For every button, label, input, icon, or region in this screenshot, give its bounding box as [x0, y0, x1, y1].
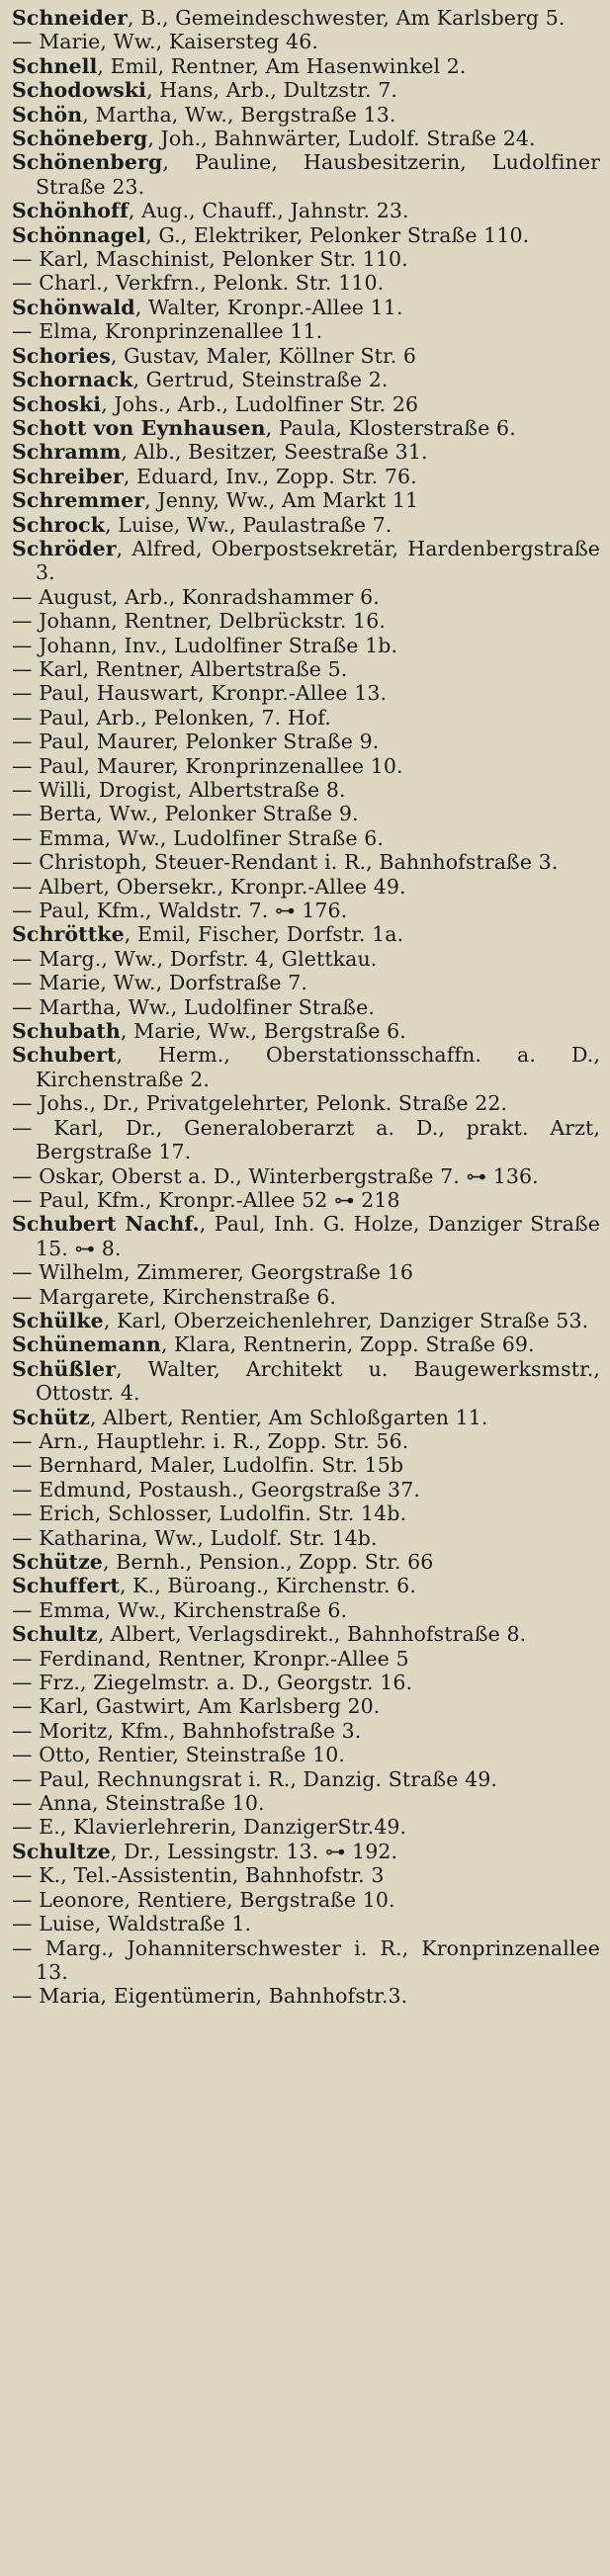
entry-details: — Edmund, Postaush., Georgstraße 37. [12, 1477, 420, 1502]
directory-entry [12, 609, 600, 633]
directory-entry [12, 1719, 600, 1743]
directory-entry [12, 1429, 600, 1453]
entry-details: , Alb., Besitzer, Seestraße 31. [121, 440, 428, 465]
directory-entry [12, 1984, 600, 2008]
directory-entry [12, 1888, 600, 1912]
entry-details: , Pauline, Hausbesitzerin, Ludolfiner Straße 23. [36, 150, 600, 199]
entry-details: , G., Elektriker, Pelonker Straße 110. [145, 222, 530, 247]
entry-surname: Schnell [12, 53, 98, 78]
directory-entry [12, 1043, 600, 1091]
entry-surname: Schütze [12, 1550, 103, 1574]
directory-entry [12, 30, 600, 53]
directory-entry [12, 247, 600, 271]
entry-details: — Moritz, Kfm., Bahnhofstraße 3. [12, 1718, 362, 1743]
directory-entry [12, 1091, 600, 1115]
entry-details: , Eduard, Inv., Zopp. Str. 76. [123, 464, 417, 488]
directory-entry [12, 1019, 600, 1043]
directory-entry [12, 634, 600, 657]
directory-entry [12, 1188, 600, 1212]
directory-entry [12, 1309, 600, 1332]
directory-entry [12, 1502, 600, 1525]
entry-surname: Schreiber [12, 464, 124, 488]
entry-details: — Berta, Ww., Pelonker Straße 9. [12, 802, 359, 826]
entry-details: — Johann, Inv., Ludolfiner Straße 1b. [12, 633, 398, 657]
directory-entry [12, 513, 600, 537]
directory-entry [12, 1815, 600, 1839]
entry-details: — Paul, Maurer, Pelonker Straße 9. [12, 730, 380, 754]
directory-entry [12, 730, 600, 753]
entry-details: , Gustav, Maler, Köllner Str. 6 [110, 343, 416, 368]
directory-entry [12, 1671, 600, 1694]
directory-entry [12, 392, 600, 416]
directory-entry [12, 271, 600, 295]
entry-surname: Schubert [12, 1043, 117, 1068]
directory-entry [12, 1647, 600, 1671]
directory-entry [12, 1285, 600, 1309]
directory-entry [12, 995, 600, 1019]
entry-details: , Klara, Rentnerin, Zopp. Straße 69. [160, 1332, 535, 1357]
entry-details: — Emma, Ww., Kirchenstraße 6. [12, 1597, 348, 1622]
entry-details: , Herm., Oberstationsschaffn. a. D., Kirchenstraße 2. [36, 1043, 600, 1091]
entry-details: — Paul, Arb., Pelonken, 7. Hof. [12, 705, 331, 730]
directory-entry [12, 78, 600, 102]
entry-surname: Schöneberg [12, 127, 148, 151]
entry-details: — Erich, Schlosser, Ludolfin. Str. 14b. [12, 1502, 407, 1526]
entry-details: — Karl, Maschinist, Pelonker Str. 110. [12, 247, 408, 272]
entry-details: — Johs., Dr., Privatgelehrter, Pelonk. Straße 22. [12, 1091, 508, 1116]
entry-details: — K., Tel.-Assistentin, Bahnhofstr. 3 [12, 1863, 385, 1888]
directory-entry [12, 103, 600, 127]
directory-entry [12, 1936, 600, 1985]
entry-details: — Elma, Kronprinzenallee 11. [12, 319, 323, 344]
entry-details: — E., Klavierlehrerin, DanzigerStr.49. [12, 1815, 407, 1840]
directory-entry [12, 947, 600, 971]
entry-details: — Paul, Kfm., Kronpr.-Allee 52 ⊶ 218 [12, 1187, 400, 1212]
entry-details: — Paul, Kfm., Waldstr. 7. ⊶ 176. [12, 899, 348, 923]
entry-surname: Schremmer [12, 488, 145, 513]
directory-entry [12, 1478, 600, 1502]
entry-surname: Schuffert [12, 1574, 120, 1598]
entry-surname: Schüßler [12, 1356, 117, 1381]
directory-entry [12, 922, 600, 946]
directory-entry [12, 223, 600, 247]
entry-details: , Walter, Architekt u. Baugewerksmstr., Ottostr. 4. [36, 1356, 600, 1406]
directory-entry [12, 1164, 600, 1188]
entry-details: — Willi, Drogist, Albertstraße 8. [12, 778, 346, 802]
entry-surname: Schröder [12, 536, 117, 560]
entry-details: , Paula, Klosterstraße 6. [265, 415, 516, 440]
directory-entry [12, 657, 600, 681]
directory-entry [12, 127, 600, 150]
entry-details: — Johann, Rentner, Delbrückstr. 16. [12, 609, 386, 634]
entry-details: — Maria, Eigentümerin, Bahnhofstr.3. [12, 1984, 408, 2009]
entry-details: , Dr., Lessingstr. 13. ⊶ 192. [110, 1839, 398, 1863]
entry-details: — Oskar, Oberst a. D., Winterbergstraße 7. ⊶ 136. [12, 1163, 539, 1188]
entry-details: , Emil, Rentner, Am Hasenwinkel 2. [97, 53, 467, 78]
entry-details: — Luise, Waldstraße 1. [12, 1912, 252, 1936]
entry-details: — Leonore, Rentiere, Bergstraße 10. [12, 1887, 395, 1912]
directory-entry [12, 344, 600, 368]
entry-details: , B., Gemeindeschwester, Am Karlsberg 5. [128, 6, 566, 30]
entry-details: , Martha, Ww., Bergstraße 13. [82, 102, 396, 127]
entry-details: — Charl., Verkfrn., Pelonk. Str. 110. [12, 271, 385, 296]
entry-details: — Wilhelm, Zimmerer, Georgstraße 16 [12, 1260, 414, 1285]
entry-surname: Schoski [12, 391, 102, 416]
entry-details: — Paul, Rechnungsrat i. R., Danzig. Straße 49. [12, 1766, 497, 1791]
entry-details: — Karl, Gastwirt, Am Karlsberg 20. [12, 1694, 381, 1719]
entry-surname: Schultz [12, 1622, 98, 1647]
directory-entry [12, 296, 600, 319]
directory-entry [12, 826, 600, 850]
entry-details: , Paul, Inh. G. Holze, Danziger Straße 15. ⊶ 8. [36, 1212, 601, 1260]
entry-details: — Albert, Obersekr., Kronpr.-Allee 49. [12, 874, 406, 899]
entry-surname: Schönwald [12, 295, 135, 319]
entry-surname: Schütz [12, 1405, 90, 1429]
entry-details: — Frz., Ziegelmstr. a. D., Georgstr. 16. [12, 1671, 413, 1695]
directory-entry [12, 899, 600, 922]
entry-surname: Schott von Eynhausen [12, 415, 266, 440]
entry-details: , Aug., Chauff., Jahnstr. 23. [128, 199, 409, 223]
directory-entry [12, 1212, 600, 1260]
directory-entry [12, 6, 600, 30]
entry-details: — Paul, Maurer, Kronprinzenallee 10. [12, 753, 403, 778]
directory-entry [12, 1453, 600, 1477]
directory-entry [12, 150, 600, 199]
entry-surname: Schön [12, 102, 83, 127]
directory-entry [12, 319, 600, 343]
entry-details: , Walter, Kronpr.-Allee 11. [134, 295, 403, 319]
directory-entry [12, 1840, 600, 1863]
directory-entry [12, 1406, 600, 1429]
entry-surname: Schönhoff [12, 199, 129, 223]
entry-surname: Schramm [12, 440, 122, 465]
directory-entry [12, 1622, 600, 1646]
directory-entry [12, 1694, 600, 1718]
entry-surname: Schneider [12, 6, 129, 30]
entry-details: , Hans, Arb., Dultzstr. 7. [146, 78, 397, 103]
entry-details: — Christoph, Steuer-Rendant i. R., Bahnhofstraße 3. [12, 850, 559, 875]
entry-details: — Arn., Hauptlehr. i. R., Zopp. Str. 56. [12, 1428, 409, 1453]
entry-details: , Alfred, Oberpostsekretär, Hardenbergstraße 3. [36, 536, 600, 585]
directory-entry [12, 1791, 600, 1815]
entry-details: , Albert, Rentier, Am Schloßgarten 11. [89, 1405, 488, 1429]
directory-entry [12, 440, 600, 464]
entry-surname: Schodowski [12, 78, 147, 103]
directory-entry [12, 850, 600, 874]
directory-entry [12, 778, 600, 802]
entry-details: , Marie, Ww., Bergstraße 6. [120, 1019, 406, 1044]
directory-entry [12, 1598, 600, 1622]
entry-details: — Emma, Ww., Ludolfiner Straße 6. [12, 825, 384, 850]
entry-details: , Luise, Ww., Paulastraße 7. [105, 512, 392, 537]
entry-details: , K., Büroang., Kirchenstr. 6. [119, 1574, 416, 1598]
entry-details: — Paul, Hauswart, Kronpr.-Allee 13. [12, 681, 388, 706]
entry-details: — Anna, Steinstraße 10. [12, 1791, 265, 1816]
directory-entry [12, 537, 600, 585]
directory-entry [12, 706, 600, 730]
entry-details: — Katharina, Ww., Ludolf. Str. 14b. [12, 1525, 378, 1550]
entry-surname: Schubath [12, 1019, 121, 1044]
entry-surname: Schrock [12, 512, 106, 537]
directory-entry [12, 1357, 600, 1406]
entry-surname: Schönnagel [12, 222, 146, 247]
directory-entry [12, 681, 600, 705]
entry-details: , Johs., Arb., Ludolfiner Str. 26 [101, 391, 419, 416]
entry-surname: Schories [12, 343, 111, 368]
entry-details: — Marie, Ww., Kaisersteg 46. [12, 30, 318, 54]
entry-surname: Schubert Nachf. [12, 1212, 200, 1237]
entry-surname: Schröttke [12, 922, 125, 947]
directory-entry [12, 1526, 600, 1550]
entry-details: — Marg., Johanniterschwester i. R., Kronprinzenallee 13. [12, 1935, 600, 1984]
entry-details: , Emil, Fischer, Dorfstr. 1a. [124, 922, 404, 947]
directory-entry [12, 416, 600, 440]
entry-surname: Schönenberg [12, 150, 163, 175]
entry-details: , Joh., Bahnwärter, Ludolf. Straße 24. [147, 127, 536, 151]
entry-details: — Karl, Rentner, Albertstraße 5. [12, 656, 348, 681]
entry-details: — August, Arb., Konradshammer 6. [12, 584, 380, 609]
entry-details: , Jenny, Ww., Am Markt 11 [144, 488, 419, 513]
directory-entry [12, 1260, 600, 1284]
entry-details: — Marg., Ww., Dorfstr. 4, Glettkau. [12, 946, 378, 971]
entry-surname: Schünemann [12, 1332, 161, 1357]
directory-entry [12, 971, 600, 994]
directory-entry [12, 465, 600, 488]
directory-entry [12, 1743, 600, 1766]
entry-details: — Otto, Rentier, Steinstraße 10. [12, 1743, 346, 1767]
directory-entry [12, 368, 600, 391]
directory-entry [12, 1767, 600, 1791]
directory-entry [12, 754, 600, 778]
directory-entry [12, 1574, 600, 1597]
directory-entry [12, 1332, 600, 1356]
directory-entry [12, 54, 600, 78]
directory-entry [12, 1116, 600, 1164]
directory-entry [12, 802, 600, 825]
directory-entry [12, 585, 600, 609]
directory-entry [12, 1863, 600, 1887]
entry-details: — Ferdinand, Rentner, Kronpr.-Allee 5 [12, 1646, 409, 1671]
entry-details: , Bernh., Pension., Zopp. Str. 66 [102, 1550, 434, 1574]
entry-surname: Schultze [12, 1839, 111, 1863]
entry-details: — Martha, Ww., Ludolfiner Straße. [12, 994, 376, 1019]
entry-details: — Marie, Ww., Dorfstraße 7. [12, 971, 308, 995]
entry-details: , Karl, Oberzeichenlehrer, Danziger Straße 53. [103, 1308, 589, 1332]
entry-details: , Albert, Verlagsdirekt., Bahnhofstraße 8. [97, 1622, 527, 1647]
directory-entry [12, 1550, 600, 1574]
directory-entry [12, 1912, 600, 1935]
directory-entry [12, 875, 600, 899]
entry-details: — Margarete, Kirchenstraße 6. [12, 1284, 336, 1309]
entry-details: — Bernhard, Maler, Ludolfin. Str. 15b [12, 1453, 404, 1478]
entry-surname: Schornack [12, 368, 133, 392]
entry-surname: Schülke [12, 1308, 104, 1332]
directory-entry [12, 488, 600, 512]
entry-details: , Gertrud, Steinstraße 2. [132, 368, 389, 392]
entry-details: — Karl, Dr., Generaloberarzt a. D., prakt. Arzt, Bergstraße 17. [12, 1115, 600, 1164]
directory-entry [12, 199, 600, 222]
